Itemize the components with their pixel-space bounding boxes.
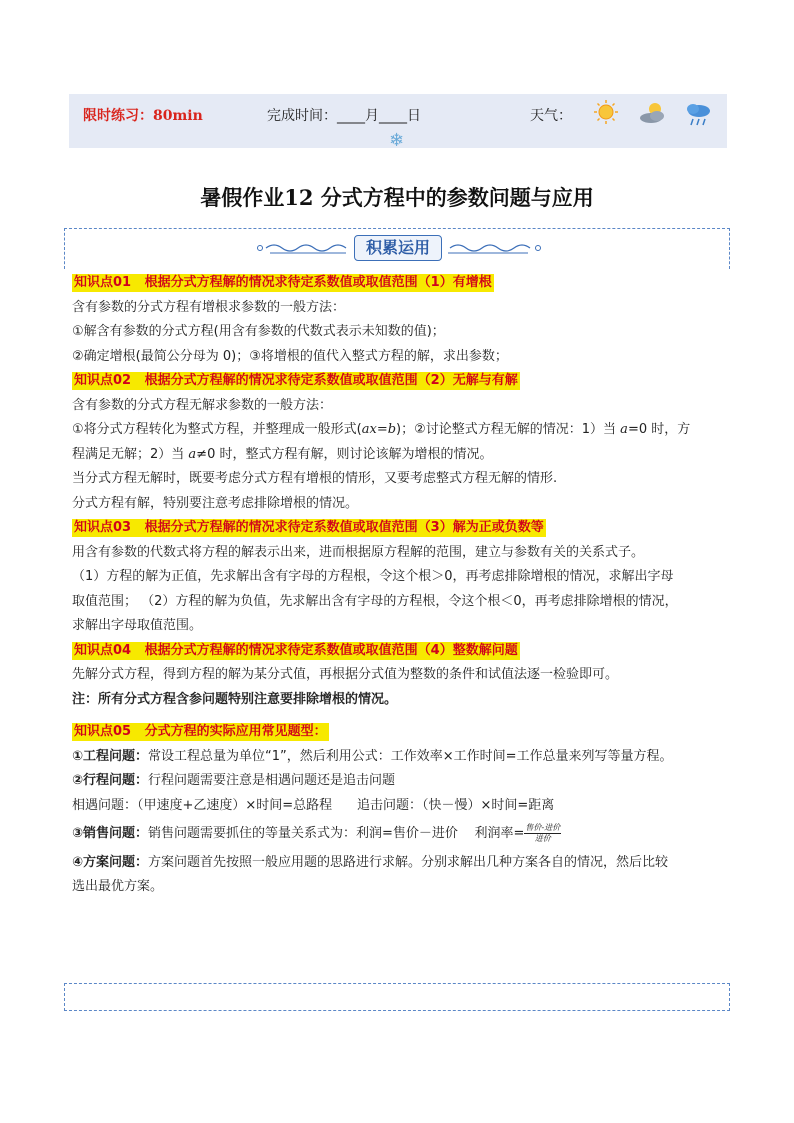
kp5-sales: ③销售问题：销售问题需要抓住的等量关系式为：利润=售价－进价 利润率= $\frac{\text{售价-进价}}{\text{进价}}$ [72,823,561,843]
kp5-heading: 知识点05 分式方程的实际应用常见题型： [74,724,327,739]
kp5-plan-cont: 选出最优方案。 [72,879,164,894]
kp1-line: ①解含有参数的分式方程(用含有参数的代数式表示未知数的值)； [72,324,445,339]
section-banner [250,231,550,265]
time-limit: 限时练习：80min [83,108,203,124]
kp5-work: ①工程问题：常设工程总量为单位“1”，然后利用公式：工作效率×工作时间=工作总量来列写等量方程。 [72,748,673,764]
kp5-travel: ②行程问题：行程问题需要注意是相遇问题还是追击问题 [72,773,396,788]
kp2-line: 当分式方程无解时，既要考虑分式方程有增根的情形，又要考虑整式方程无解的情形. [72,471,558,486]
rain-icon [687,104,710,125]
kp3-heading: 知识点03 根据分式方程解的情况求待定系数值或取值范围（3）解为正或负数等 [74,520,544,535]
banner-label: 积累运用 [354,235,442,261]
weather-label: 天气： [530,108,572,124]
kp5-travel-formula: 相遇问题：（甲速度+乙速度）×时间=总路程 追击问题：（快－慢）×时间=距离 [72,797,555,813]
kp3-line: 取值范围； （2）方程的解为负值，先求解出含有字母的方程根，令这个根＜0，再考虑排除增根的情况， [72,593,678,609]
kp5-plan: ④方案问题：方案问题首先按照一般应用题的思路进行求解。分别求解出几种方案各自的情况，然后比较 [72,854,669,870]
kp3-line: （1）方程的解为正值，先求解出含有字母的方程根，令这个根＞0，再考虑排除增根的情况，求解出字母 [72,569,674,584]
partly-cloudy-icon [640,103,664,123]
kp1-heading: 知识点01 根据分式方程解的情况求待定系数值或取值范围（1）有增根 [74,275,492,290]
kp2-line: 分式方程有解，特别要注意考虑排除增根的情况。 [72,495,359,511]
kp4-heading: 知识点04 根据分式方程解的情况求待定系数值或取值范围（4）整数解问题 [74,642,518,658]
weather-icons [589,98,719,132]
page-title: 暑假作业12 分式方程中的参数问题与应用 [200,185,594,210]
kp2-line: 含有参数的分式方程无解求参数的一般方法： [72,397,333,413]
completion-date: 完成时间：____月____日 [267,108,421,124]
kp4-note: 注：所有分式方程含参问题特别注意要排除增根的情况。 [72,691,398,707]
profit-rate-fraction: $\frac{\text{售价-进价}}{\text{进价}}$ [525,823,561,843]
kp2-line: 程满足无解；2）当 a≠0 时，整式方程有解，则讨论该解为增根的情况。 [72,446,493,462]
snowflake-icon: ❄ [389,130,405,151]
sun-icon [594,100,618,124]
kp4-line: 先解分式方程，得到方程的解为某分式值，再根据分式值为整数的条件和试值法逐一检验即可。 [72,667,619,682]
section-frame-bottom [64,983,730,1011]
kp2-line: ①将分式方程转化为整式方程，并整理成一般形式(ax=b)；②讨论整式方程无解的情况：1）当 a=0 时，方 [72,422,691,437]
kp1-line: ②确定增根(最简公分母为 0)；③将增根的值代入整式方程的解，求出参数； [72,348,508,364]
header-bar [69,94,727,151]
kp3-line: 用含有参数的代数式将方程的解表示出来，进而根据原方程解的范围，建立与参数有关的关系式子。 [72,544,645,560]
kp1-line: 含有参数的分式方程有增根求参数的一般方法： [72,299,346,315]
content-body [72,271,728,900]
kp2-heading: 知识点02 根据分式方程解的情况求待定系数值或取值范围（2）无解与有解 [74,373,518,388]
kp3-line: 求解出字母取值范围。 [72,618,203,633]
